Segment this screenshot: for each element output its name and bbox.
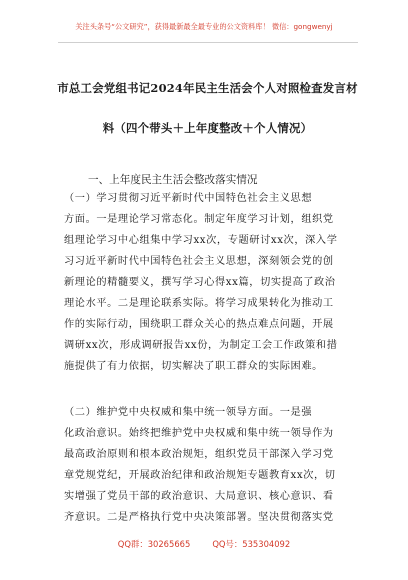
footer-qq-group: QQ群：30265665 [117,539,191,549]
paragraph-line: 新理论的精髓要义，撰写学习心得xx篇，切实提高了政治 [64,277,336,288]
section-heading: 一、上年度民主生活会整改落实情况 [88,174,258,186]
paragraph-line: 最高政治原则和根本政治规矩，组织党员干部深入学习党 [64,449,334,460]
paragraph-line: 组理论学习中心组集中学习xx次，专题研讨xx次，深入学 [64,235,338,246]
paragraph-line: 习习近平新时代中国特色社会主义思想，深刻领会党的创 [64,256,334,267]
document-title-line-2: 料（四个带头＋上年度整改＋个人情况） [102,121,313,135]
document-title-line-1: 市总工会党组书记2024年民主生活会个人对照检查发言材 [57,81,358,95]
paragraph-line: 方面。一是理论学习常态化。制定年度学习计划，组织党 [64,214,334,225]
footer-qq-number: QQ号：535304092 [212,539,291,549]
paragraph-line: 作的实际行动，围绕职工群众关心的热点难点问题，开展 [64,319,334,330]
header-promo-note: 关注头条号“公文研究”，获得最新最全最专业的公文资料库！ 微信：gongwenyj [75,22,333,31]
footer-contact [0,538,408,550]
paragraph-line: 实增强了党员干部的政治意识、大局意识、核心意识、看 [64,491,334,502]
paragraph-2 [64,402,360,528]
paragraph-line: 化政治意识。始终把维护党中央权威和集中统一领导作为 [64,428,334,439]
paragraph-line: 齐意识。二是严格执行党中央决策部署。坚决贯彻落实党 [64,512,334,523]
paragraph-line: （二）维护党中央权威和集中统一领导方面。一是强 [64,407,313,418]
paragraph-1 [64,188,360,377]
paragraph-line: 章党规党纪，开展政治纪律和政治规矩专题教育xx次，切 [64,470,336,481]
paragraph-line: 理论水平。二是理论联系实际。将学习成果转化为推动工 [64,298,334,309]
paragraph-line: 调研xx次，形成调研报告xx份，为制定工会工作政策和措 [64,340,338,351]
header-divider [58,42,358,43]
paragraph-line: 施提供了有力依据，切实解决了职工群众的实际困难。 [64,361,323,372]
paragraph-line: （一）学习贯彻习近平新时代中国特色社会主义思想 [64,193,313,204]
